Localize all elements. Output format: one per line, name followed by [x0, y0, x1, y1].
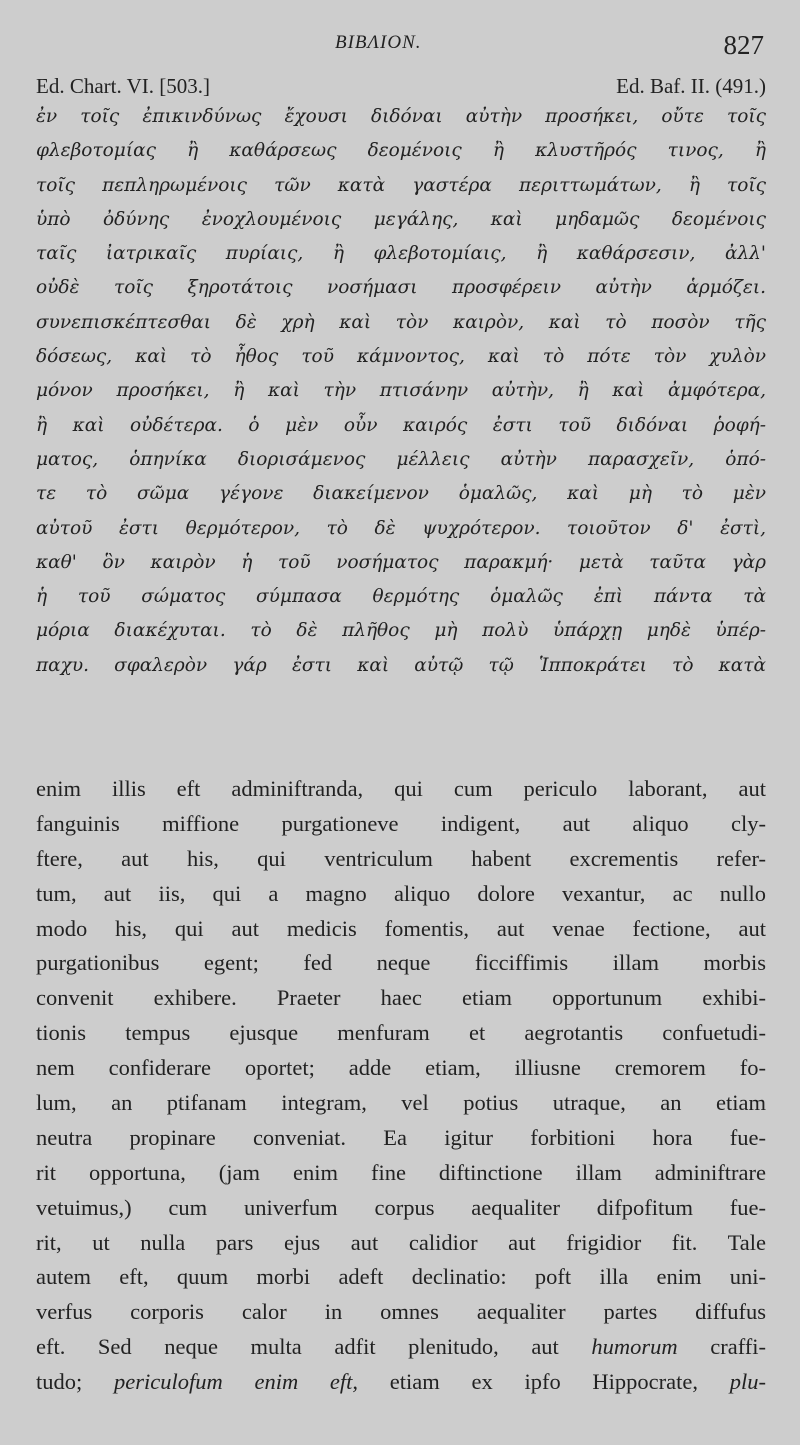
latin-line: convenit exhibere. Praeter haec etiam opportunum exhibi- — [36, 985, 766, 1011]
greek-line: μόρια διακέχυται. τὸ δὲ πλῆθος μὴ πολὺ ὑπάρχῃ μηδὲ ὑπέρ- — [36, 620, 766, 642]
latin-line: modo his, qui aut medicis fomentis, aut venae fectione, aut — [36, 915, 766, 941]
latin-italic: plu- — [729, 1369, 766, 1395]
latin-line: autem eft, quum morbi adeft declinatio: poft illa enim uni- — [36, 1264, 766, 1290]
latin-line — [36, 1364, 766, 1399]
latin-line: lum, an ptifanam integram, vel potius utraque, an etiam — [36, 1090, 766, 1116]
latin-line: verfus corporis calor in omnes aequaliter partes diffufus — [36, 1299, 766, 1325]
greek-line: ματος, ὁπηνίκα διορισάμενος μέλλεις αὐτὴν παρασχεῖν, ὁπό- — [36, 448, 766, 470]
latin-line: vetuimus,) cum univerfum corpus aequaliter difpofitum fue- — [36, 1194, 766, 1220]
latin-line: purgationibus egent; fed neque ficciffimis illam morbis — [36, 950, 766, 976]
latin-line: neutra propinare conveniat. Ea igitur forbitioni hora fue- — [36, 1124, 766, 1150]
latin-italic: periculofum enim eft, — [114, 1369, 359, 1395]
latin-line — [36, 1329, 766, 1364]
greek-line: οὐδὲ τοῖς ξηροτάτοις νοσήμασι προσφέρειν αὐτὴν ἁρμόζει. — [36, 277, 766, 299]
page-number: 827 — [723, 30, 764, 60]
latin-line: rit, ut nulla pars ejus aut calidior aut frigidior fit. Tale — [36, 1229, 766, 1255]
greek-line: μόνον προσήκει, ἢ καὶ τὴν πτισάνην αὐτὴν, ἢ καὶ ἀμφότερα, — [36, 380, 766, 402]
latin-line: tum, aut iis, qui a magno aliquo dolore vexantur, ac nullo — [36, 880, 766, 906]
latin-line-text: etiam ex ipfo Hippocrate, — [389, 1369, 699, 1395]
greek-line: συνεπισκέπτεσθαι δὲ χρὴ καὶ τὸν καιρὸν, καὶ τὸ ποσὸν τῆς — [36, 311, 766, 333]
latin-line: enim illis eft adminiftranda, qui cum periculo laborant, aut — [36, 776, 766, 801]
greek-line: ταῖς ἰατρικαῖς πυρίαις, ἢ φλεβοτομίαις, ἢ καθάρσεσιν, ἀλλ' — [36, 243, 766, 265]
latin-line: fanguinis miffione purgationeve indigent, aut aliquo cly- — [36, 810, 766, 836]
greek-line: ἡ τοῦ σώματος σύμπασα θερμότης ὁμαλῶς ἐπὶ πάντα τὰ — [36, 586, 766, 608]
edition-basel: Ed. Baf. II. (491.) — [616, 74, 766, 98]
greek-line: τοῖς πεπληρωμένοις τῶν κατὰ γαστέρα περιττωμάτων, ἢ τοῖς — [36, 174, 766, 196]
running-title: ΒΙΒΛΙΟΝ. — [335, 32, 422, 53]
greek-line: φλεβοτομίας ἢ καθάρσεως δεομένοις ἢ κλυστῆρός τινος, ἢ — [36, 140, 766, 162]
greek-text-block — [36, 100, 766, 683]
greek-line: καθ' ὃν καιρὸν ἡ τοῦ νοσήματος παρακμή· μετὰ ταῦτα γὰρ — [36, 551, 766, 573]
greek-line: δόσεως, καὶ τὸ ἦθος τοῦ κάμνοντος, καὶ τὸ πότε τὸν χυλὸν — [36, 346, 766, 368]
latin-line: nem confiderare oportet; adde etiam, illiusne cremorem fo- — [36, 1055, 766, 1081]
running-head — [0, 30, 800, 58]
latin-text-block — [36, 771, 766, 1399]
greek-line: ἢ καὶ οὐδέτερα. ὁ μὲν οὖν καιρός ἐστι τοῦ διδόναι ῥοφή- — [36, 414, 766, 436]
greek-line: ἐν τοῖς ἐπικινδύνως ἔχουσι διδόναι αὐτὴν προσήκει, οὔτε τοῖς — [36, 106, 766, 127]
latin-italic: humorum — [591, 1334, 678, 1360]
latin-line-text: craffi- — [710, 1334, 767, 1360]
edition-chartier: Ed. Chart. VI. [503.] — [36, 74, 210, 98]
latin-line: ftere, aut his, qui ventriculum habent excrementis refer- — [36, 845, 766, 871]
latin-line-text: eft. Sed neque multa adfit plenitudo, aut — [36, 1334, 559, 1360]
latin-line: tionis tempus ejusque menfuram et aegrotantis confuetudi- — [36, 1020, 766, 1046]
latin-line: rit opportuna, (jam enim fine diftinctione illam adminiftrare — [36, 1159, 766, 1185]
greek-line: τε τὸ σῶμα γέγονε διακείμενον ὁμαλῶς, καὶ μὴ τὸ μὲν — [36, 483, 766, 505]
greek-line: αὐτοῦ ἐστι θερμότερον, τὸ δὲ ψυχρότερον. τοιοῦτον δ' ἐστὶ, — [36, 517, 766, 539]
greek-line: ὑπὸ ὀδύνης ἐνοχλουμένοις μεγάλης, καὶ μηδαμῶς δεομένοις — [36, 208, 766, 230]
greek-line: παχυ. σφαλερὸν γάρ ἐστι καὶ αὐτῷ τῷ Ἱπποκράτει τὸ κατὰ — [36, 654, 766, 676]
latin-line-text: tudo; — [36, 1369, 83, 1395]
